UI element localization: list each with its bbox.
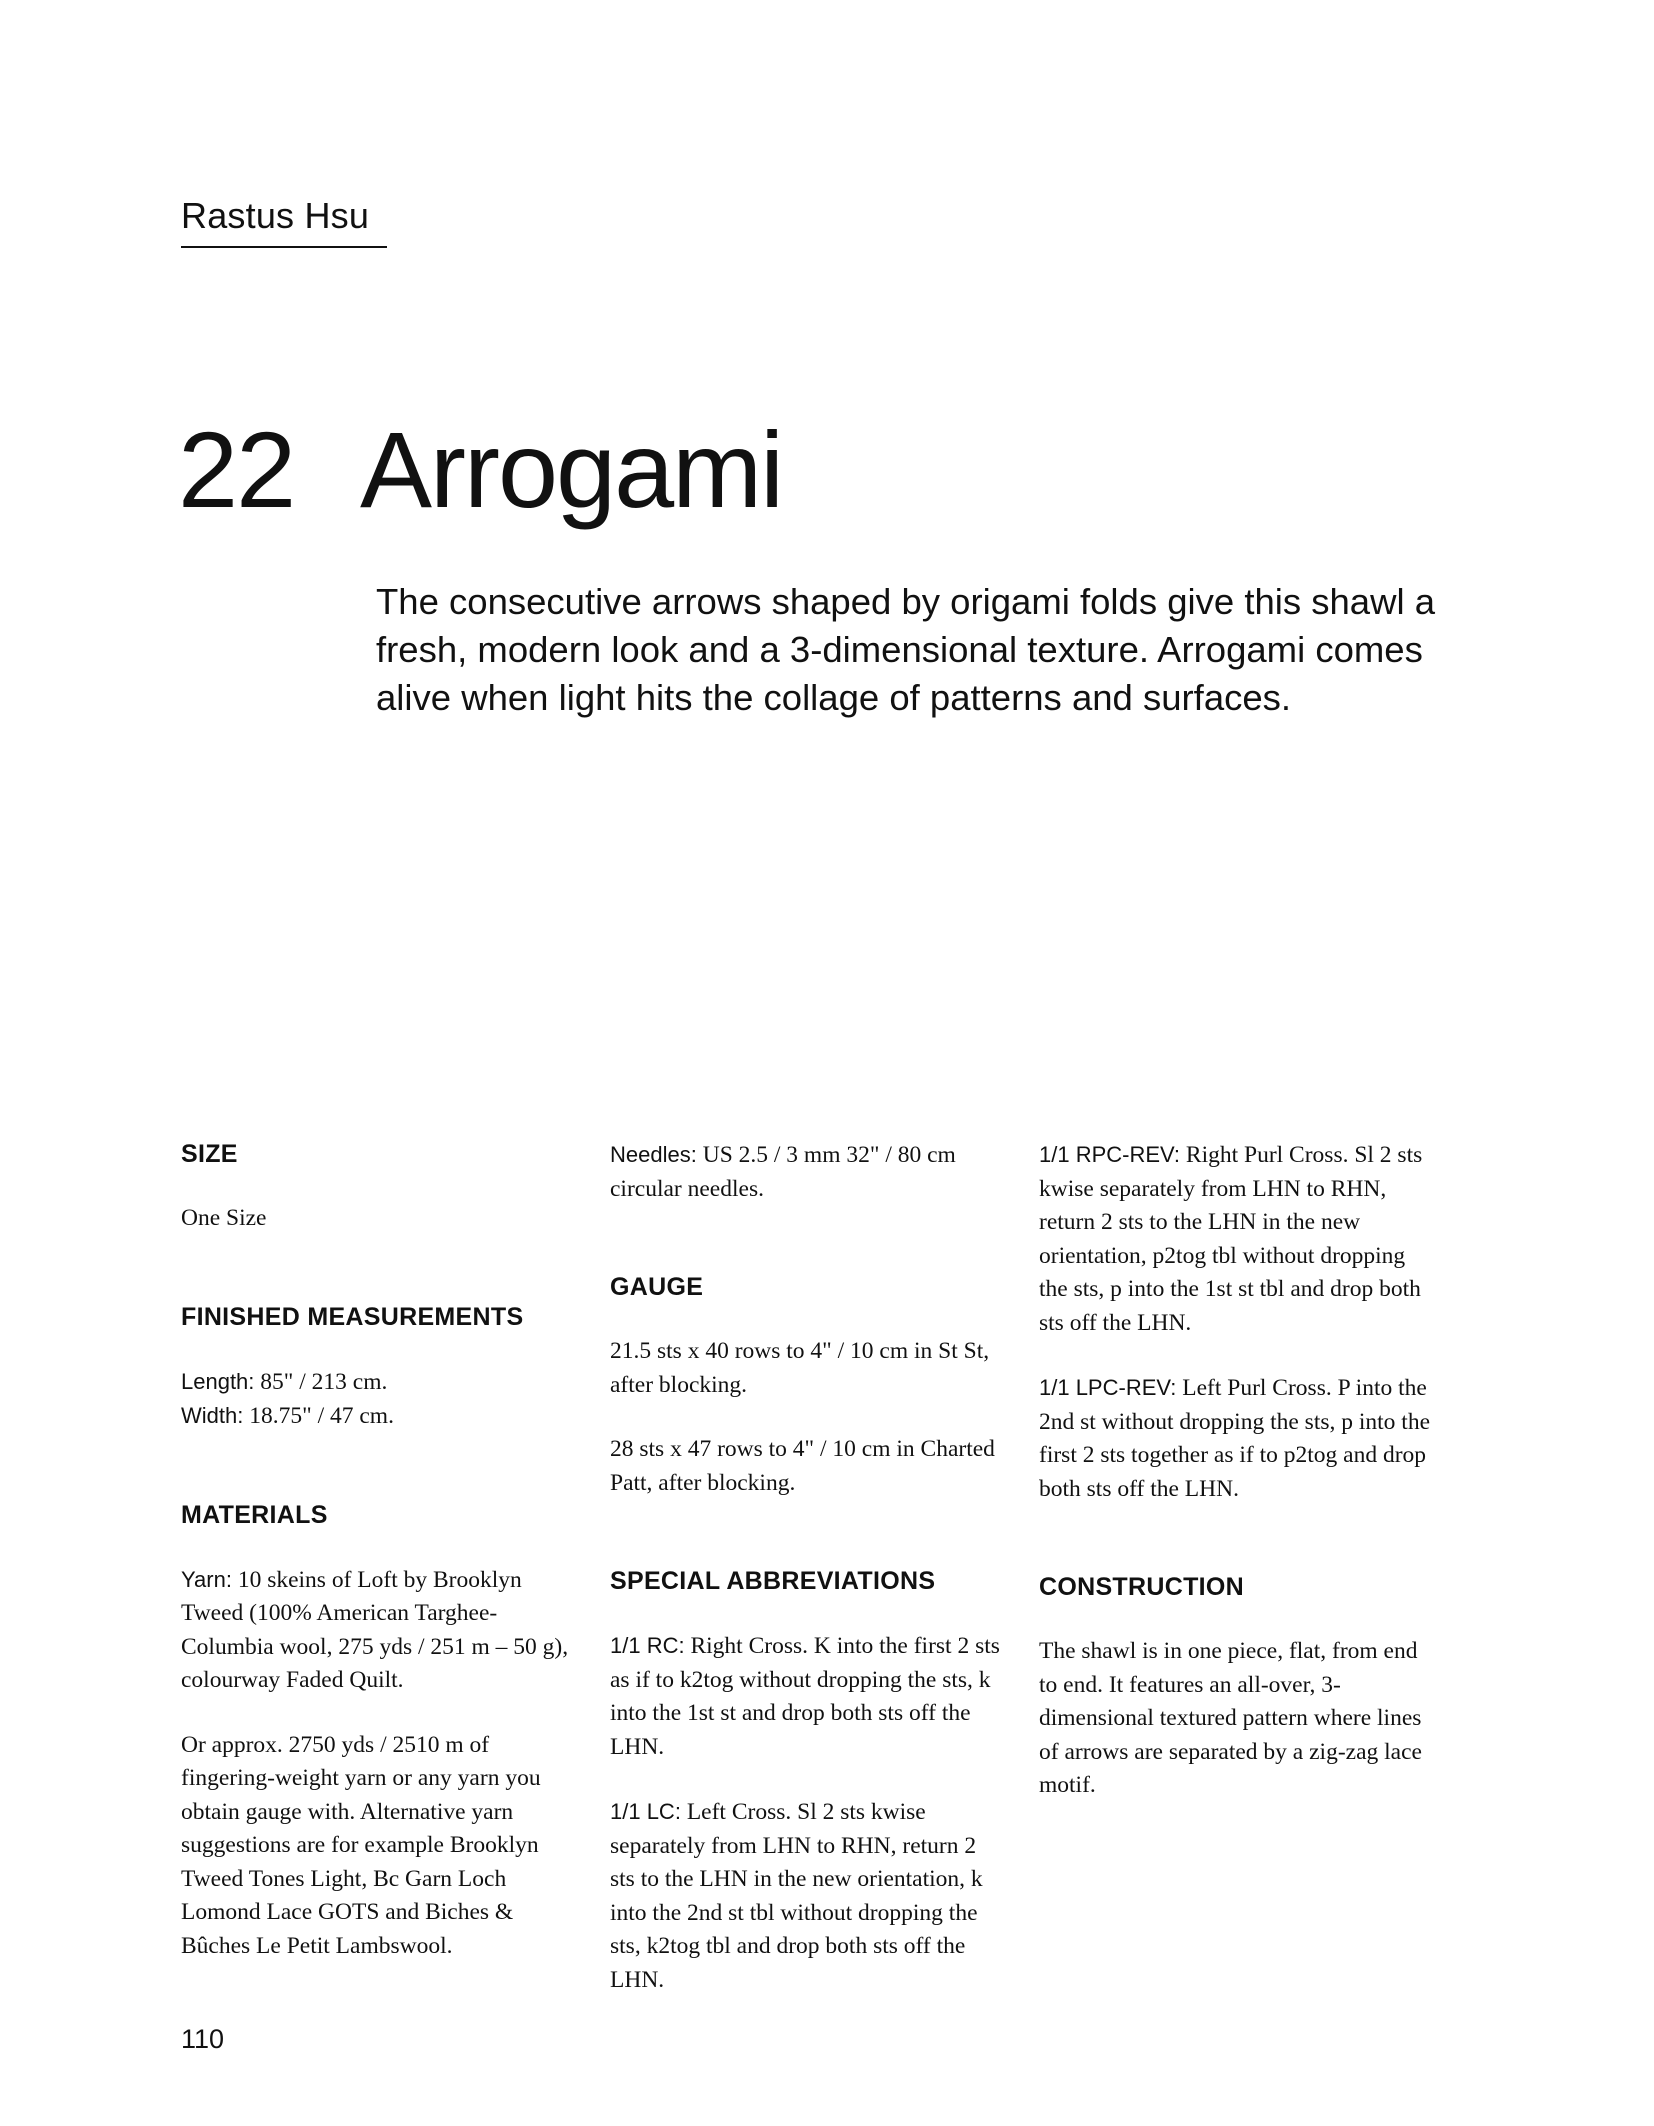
size-value: One Size	[181, 1205, 267, 1231]
finished-measurements-heading: FINISHED MEASUREMENTS	[181, 1302, 524, 1331]
length-line	[181, 1365, 571, 1400]
yarn-value: 10 skeins of Loft by Brooklyn Tweed (100% American Targhee-Columbia wool, 275 yds / 251 m – 50 g), colourway Faded Quilt.	[181, 1566, 569, 1693]
gauge-line-1: 21.5 sts x 40 rows to 4" / 10 cm in St St, after blocking.	[610, 1338, 990, 1398]
gauge-line-2: 28 sts x 47 rows to 4" / 10 cm in Charted Patt, after blocking.	[610, 1436, 995, 1496]
width-label: Width:	[181, 1403, 244, 1428]
rc-paragraph	[610, 1629, 1002, 1764]
width-line	[181, 1399, 571, 1434]
needles-paragraph	[610, 1138, 1002, 1206]
lc-value: Left Cross. Sl 2 sts kwise separately from LHN to RHN, return 2 sts to the LHN in the new orientation, k into the 2nd st tbl without dropping the sts, k2tog tbl and drop both sts off the LHN.	[610, 1799, 983, 1993]
column-2	[610, 1138, 1002, 1997]
rpc-rev-label: 1/1 RPC-REV:	[1039, 1142, 1181, 1167]
lpc-rev-label: 1/1 LPC-REV:	[1039, 1375, 1177, 1400]
width-value: 18.75" / 47 cm.	[243, 1403, 394, 1429]
construction-paragraph: The shawl is in one piece, flat, from end to end. It features an all-over, 3-dimensional textured pattern where lines of arrows are separated by a zig-zag lace motif.	[1039, 1638, 1422, 1798]
lpc-rev-paragraph	[1039, 1371, 1437, 1506]
length-value: 85" / 213 cm.	[254, 1368, 388, 1395]
needles-label: Needles:	[610, 1142, 697, 1167]
lpc-rev-value: Left Purl Cross. P into the 2nd st without dropping the sts, p into the first 2 sts together as if to p2tog and drop both sts off the LHN.	[1039, 1375, 1431, 1502]
column-3	[1039, 1138, 1437, 1803]
rpc-rev-paragraph	[1039, 1138, 1437, 1340]
yarn-label: Yarn:	[181, 1566, 232, 1592]
page-number: 110	[181, 2024, 225, 2054]
pattern-name: Arrogami	[360, 409, 783, 530]
needles-value: US 2.5 / 3 mm 32" / 80 cm circular needles.	[610, 1142, 956, 1202]
rc-label: 1/1 RC:	[610, 1633, 685, 1658]
author-name: Rastus Hsu	[181, 192, 387, 248]
rc-value: Right Cross. K into the first 2 sts as if to k2tog without dropping the sts, k into the 1st st and drop both sts off the LHN.	[610, 1633, 1000, 1760]
yarn-paragraph	[181, 1563, 571, 1698]
lc-paragraph	[610, 1795, 1002, 1997]
special-abbreviations-heading: SPECIAL ABBREVIATIONS	[610, 1567, 936, 1595]
lc-label: 1/1 LC:	[610, 1799, 681, 1824]
column-1	[181, 1138, 571, 1963]
length-label: Length:	[181, 1368, 255, 1394]
materials-heading: MATERIALS	[181, 1500, 328, 1529]
construction-heading: CONSTRUCTION	[1039, 1573, 1244, 1601]
gauge-heading: GAUGE	[610, 1273, 704, 1301]
size-heading: SIZE	[181, 1140, 238, 1168]
intro-paragraph: The consecutive arrows shaped by origami folds give this shawl a fresh, modern look and a 3-dimensional texture. Arrogami comes alive when light hits the collage of patterns and surfaces.	[376, 581, 1436, 718]
pattern-number: 22	[178, 409, 295, 530]
rpc-rev-value: Right Purl Cross. Sl 2 sts kwise separately from LHN to RHN, return 2 sts to the LHN in the new orientation, p2tog tbl without dropping the sts, p into the 1st st tbl and drop both sts off the LHN.	[1039, 1142, 1423, 1336]
pattern-title	[178, 405, 782, 535]
alternative-yarn-paragraph: Or approx. 2750 yds / 2510 m of fingering-weight yarn or any yarn you obtain gauge with. Alternative yarn suggestions are for example Brooklyn Tweed Tones Light, Bc Garn Loch Lomond Lace GOTS and Biches & Bûches Le Petit Lambswool.	[181, 1731, 541, 1959]
